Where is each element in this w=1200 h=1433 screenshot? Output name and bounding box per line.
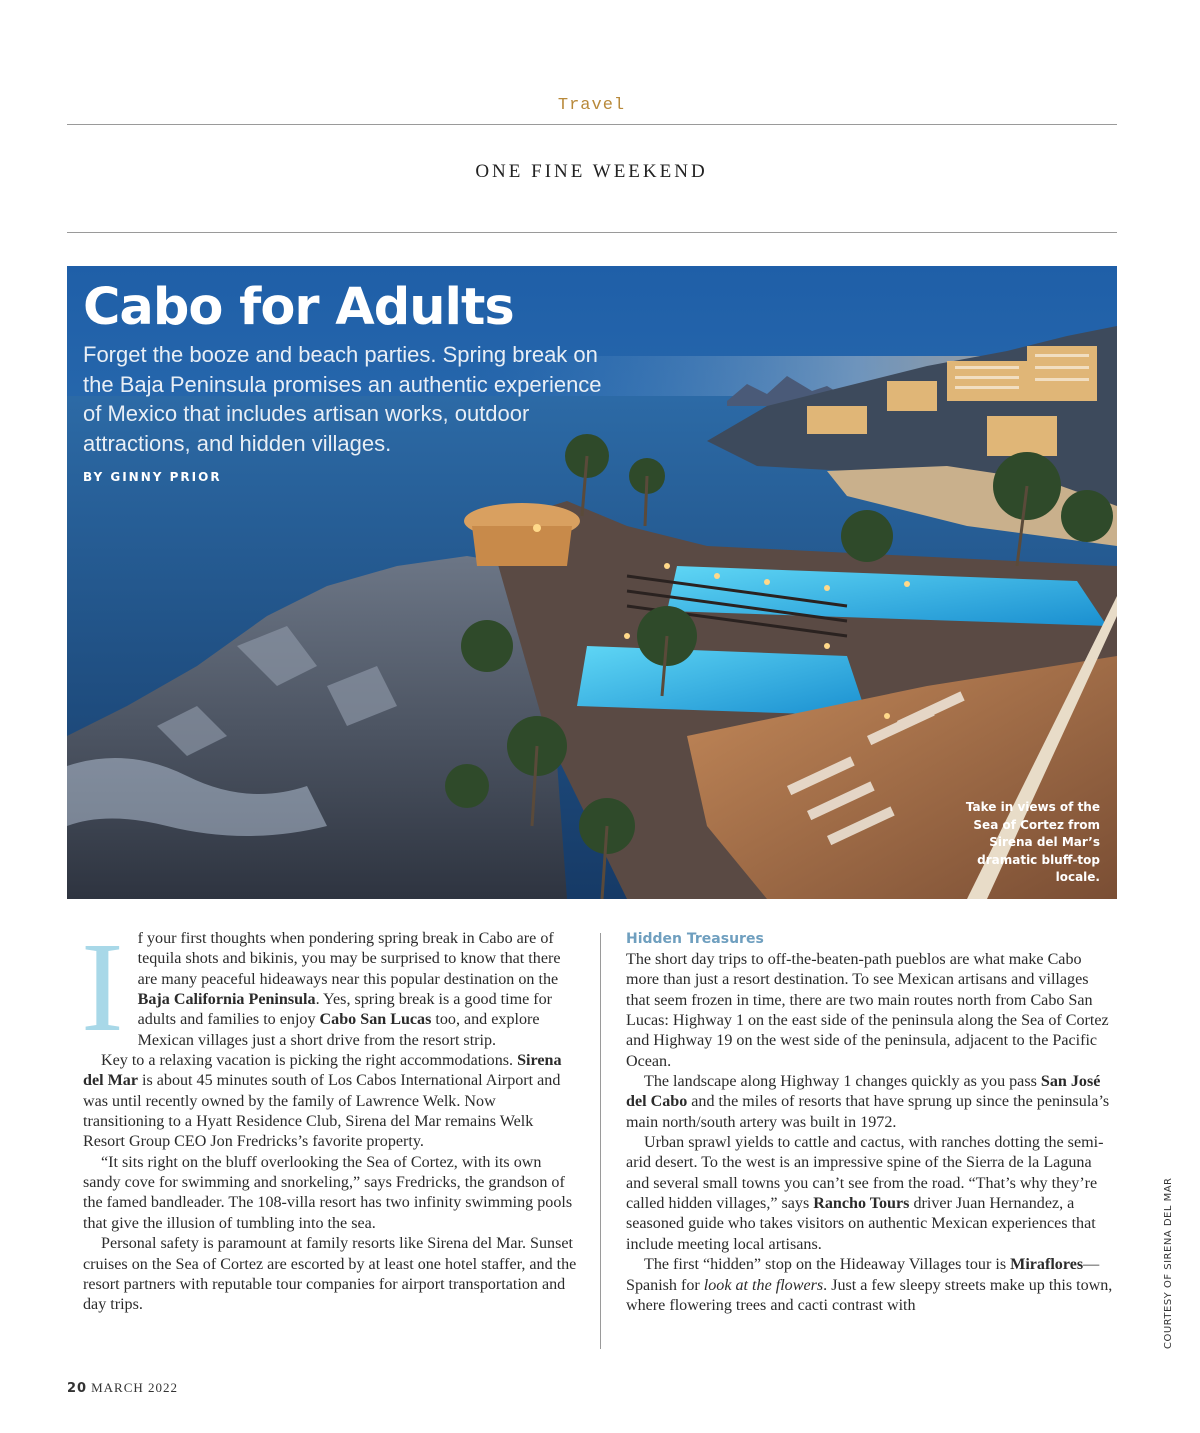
page-footer xyxy=(67,1380,178,1396)
hero-image xyxy=(67,266,1117,899)
paragraph: The first “hidden” stop on the Hideaway Villages tour is Miraflores—Spanish for look at the flowers. Just a few sleepy streets make up this town, where flowering trees and cacti contrast with xyxy=(626,1256,1113,1314)
column-divider xyxy=(600,933,601,1349)
paragraph: Urban sprawl yields to cattle and cactus, with ranches dotting the semi-arid desert. To the west is an impressive spine of the Sierra de la Laguna and several small towns you can’t see from the road. “That’s why they’re called hidden villages,” says Rancho Tours driver Juan Hernandez, a seasoned guide who takes visitors on authentic Mexican experiences that include meeting local artisans. xyxy=(626,1134,1104,1253)
issue-date: MARCH 2022 xyxy=(91,1380,179,1395)
subhead: Hidden Treasures xyxy=(626,931,764,947)
paragraph: The short day trips to off-the-beaten-path pueblos are what make Cabo more than just a resort destination. To see Mexican artisans and villages that seem frozen in time, there are two main routes north from Cabo San Lucas: Highway 1 on the east side of the peninsula along the Sea of Cortez and Highway 19 on the west side of the peninsula, adjacent to the Pacific Ocean. xyxy=(626,951,1109,1070)
paragraph: Key to a relaxing vacation is picking the right accommodations. Sirena del Mar is about 45 minutes south of Los Cabos International Airport and was until recently owned by the family of Lawrence Welk. Now transitioning to a Hyatt Residence Club, Sirena del Mar remains Welk Resort Group CEO Jon Fredricks’s favorite property. xyxy=(83,1052,562,1151)
article-column-left xyxy=(81,916,577,1316)
drop-cap: I xyxy=(81,916,124,1058)
paragraph: “It sits right on the bluff overlooking the Sea of Cortez, with its own sandy cove for swimming and snorkeling,” says Fredricks, the grandson of the famed bandleader. The 108-villa resort has two infinity swimming pools that give the illusion of tumbling into the sea. xyxy=(83,1153,573,1232)
paragraph: Personal safety is paramount at family resorts like Sirena del Mar. Sunset cruises on the Sea of Cortez are escorted by at least one hotel staffer, and the resort partners with reputable tour companies for airport transportation and day trips. xyxy=(83,1235,577,1314)
column-kicker: ONE FINE WEEKEND xyxy=(475,161,708,182)
page-number: 20 xyxy=(67,1381,88,1396)
paragraph: The landscape along Highway 1 changes quickly as you pass San José del Cabo and the miles of resorts that have sprung up since the peninsula’s main north/south artery was built in 1972. xyxy=(626,1073,1110,1131)
article-title: Cabo for Adults xyxy=(83,278,514,337)
article-deck: Forget the booze and beach parties. Spring break on the Baja Peninsula promises an authentic experience of Mexico that includes artisan works, outdoor attractions, and hidden villages. xyxy=(83,342,602,456)
header-rule-bottom xyxy=(67,232,1117,233)
photo-caption: Take in views of the Sea of Cortez from Sirena del Mar’s dramatic bluff-top locale. xyxy=(965,800,1100,884)
byline: BY GINNY PRIOR xyxy=(83,470,222,484)
section-tag: Travel xyxy=(557,96,626,115)
photo-credit: COURTESY OF SIRENA DEL MAR xyxy=(1163,1177,1174,1349)
article-column-right xyxy=(626,929,1116,1316)
header-rule xyxy=(67,124,1117,125)
paragraph: If your first thoughts when pondering spring break in Cabo are of tequila shots and bikinis, you may be surprised to know that there are many peaceful hideaways near this popular destination on the Baja California Peninsula. Yes, spring break is a good time for adults and families to enjoy Cabo San Lucas too, and explore Mexican villages just a short drive from the resort strip. xyxy=(81,916,561,1058)
